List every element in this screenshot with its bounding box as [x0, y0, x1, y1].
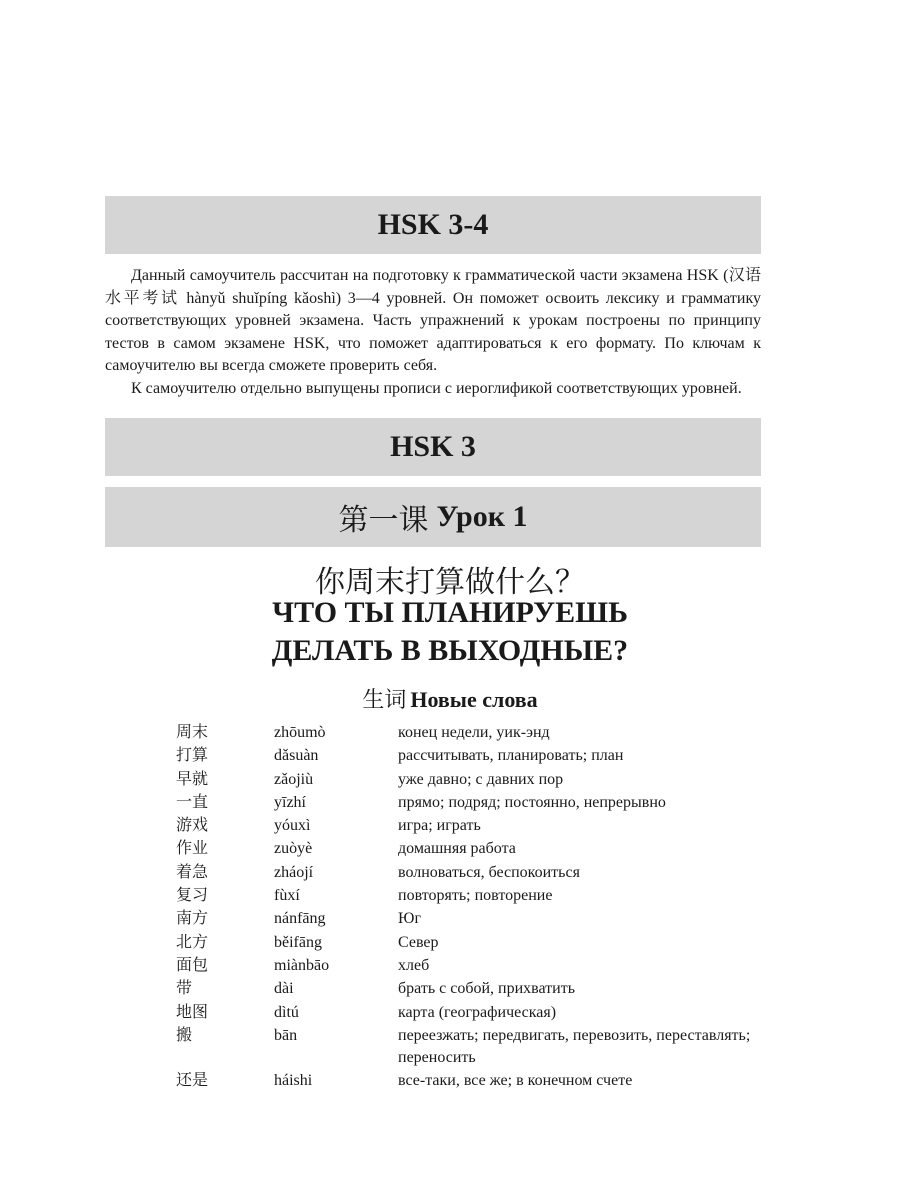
vocab-meaning: все-таки, все же; в конечном счете [398, 1072, 633, 1090]
vocab-hanzi: 地图 [176, 1003, 209, 1021]
vocab-pinyin: zháojí [274, 863, 314, 881]
vocab-pinyin: bān [274, 1026, 298, 1044]
vocab-meaning: Юг [398, 910, 422, 928]
vocab-meaning: переезжать; передвигать, перевозить, переставлять; переносить [398, 1026, 751, 1066]
vocab-row [176, 932, 776, 954]
section-header-hsk3 [105, 418, 761, 476]
vocab-row [176, 1025, 776, 1069]
vocab-hanzi: 还是 [176, 1072, 209, 1090]
vocab-row [176, 978, 776, 1000]
vocab-heading-ru: Новые слова [410, 687, 538, 712]
vocab-hanzi: 复习 [176, 887, 209, 905]
intro-paragraph: Данный самоучитель рассчитан на подготовку к грамматической части экзамена HSK (汉语水平考试 hànyǔ shuǐpíng kǎoshì) 3—4 уровней. Он поможет освоить лексику и грамматику соответствующих уровней экзамена. Часть упражнений к урокам построены по принципу тестов в самом экзамене HSK, что поможет адаптироваться к его формату. По ключам к самоучителю вы всегда сможете проверить себя. [105, 267, 761, 374]
vocab-list [176, 722, 776, 1093]
vocab-hanzi: 搬 [176, 1026, 193, 1044]
intro-paragraph: К самоучителю отдельно выпущены прописи с иероглификой соответствующих уровней. [131, 379, 742, 397]
section-title: HSK 3 [390, 430, 476, 463]
vocab-pinyin: dài [274, 980, 294, 998]
vocab-meaning: прямо; подряд; постоянно, непрерывно [398, 793, 666, 811]
vocab-row [176, 1002, 776, 1024]
vocab-pinyin: fùxí [274, 887, 300, 905]
vocab-pinyin: dìtú [274, 1003, 299, 1021]
vocab-row [176, 885, 776, 907]
vocab-hanzi: 南方 [176, 910, 209, 928]
vocab-row [176, 745, 776, 767]
vocab-hanzi: 周末 [176, 724, 209, 741]
vocab-row [176, 769, 776, 791]
vocab-meaning: волноваться, беспокоиться [398, 863, 580, 881]
lesson-label-ru: Урок 1 [436, 500, 528, 533]
lesson-title-ru [0, 594, 900, 670]
vocab-hanzi: 早就 [176, 770, 209, 788]
vocab-hanzi: 游戏 [176, 817, 209, 835]
vocab-heading-cn: 生词 [362, 687, 407, 712]
vocab-row [176, 792, 776, 814]
lesson-label-cn: 第一课 [338, 504, 429, 537]
vocab-heading [0, 683, 900, 714]
vocab-hanzi: 打算 [176, 747, 209, 765]
vocab-pinyin: zhōumò [274, 724, 326, 741]
vocab-hanzi: 北方 [176, 933, 209, 951]
section-header-hsk34 [105, 196, 761, 254]
vocab-row [176, 815, 776, 837]
vocab-meaning: карта (географическая) [398, 1003, 557, 1021]
lesson-title-cn: 你周末打算做什么？ [315, 566, 585, 599]
vocab-row [176, 862, 776, 884]
vocab-pinyin: nánfāng [274, 910, 326, 928]
vocab-meaning: повторять; повторение [398, 887, 553, 905]
lesson-header [105, 487, 761, 547]
vocab-pinyin: zǎojiù [274, 770, 314, 788]
vocab-row [176, 955, 776, 977]
vocab-pinyin: háishi [274, 1072, 313, 1090]
vocab-pinyin: yóuxì [274, 817, 311, 835]
vocab-row [176, 1070, 776, 1092]
vocab-meaning: конец недели, уик-энд [398, 724, 550, 741]
vocab-meaning: домашняя работа [398, 840, 516, 858]
lesson-title-ru-line: ЧТО ТЫ ПЛАНИРУЕШЬ [272, 596, 628, 629]
vocab-meaning: Север [398, 933, 439, 951]
vocab-meaning: уже давно; с давних пор [398, 770, 564, 788]
vocab-row [176, 722, 776, 744]
vocab-row [176, 908, 776, 930]
intro-text [105, 265, 761, 400]
vocab-row [176, 838, 776, 860]
vocab-pinyin: miànbāo [274, 956, 330, 974]
vocab-hanzi: 带 [176, 980, 193, 998]
vocab-meaning: хлеб [398, 956, 430, 974]
vocab-hanzi: 作业 [176, 840, 209, 858]
vocab-pinyin: zuòyè [274, 840, 313, 858]
vocab-pinyin: yīzhí [274, 793, 306, 811]
vocab-meaning: рассчитывать, планировать; план [398, 747, 624, 765]
vocab-pinyin: dǎsuàn [274, 747, 319, 765]
lesson-title-ru-line: ДЕЛАТЬ В ВЫХОДНЫЕ? [271, 634, 629, 667]
vocab-hanzi: 面包 [176, 956, 209, 974]
vocab-meaning: игра; играть [398, 817, 481, 835]
vocab-hanzi: 一直 [176, 793, 209, 811]
vocab-hanzi: 着急 [176, 863, 209, 881]
section-title: HSK 3-4 [377, 208, 489, 241]
vocab-pinyin: běifāng [274, 933, 322, 951]
vocab-meaning: брать с собой, прихватить [398, 980, 576, 998]
